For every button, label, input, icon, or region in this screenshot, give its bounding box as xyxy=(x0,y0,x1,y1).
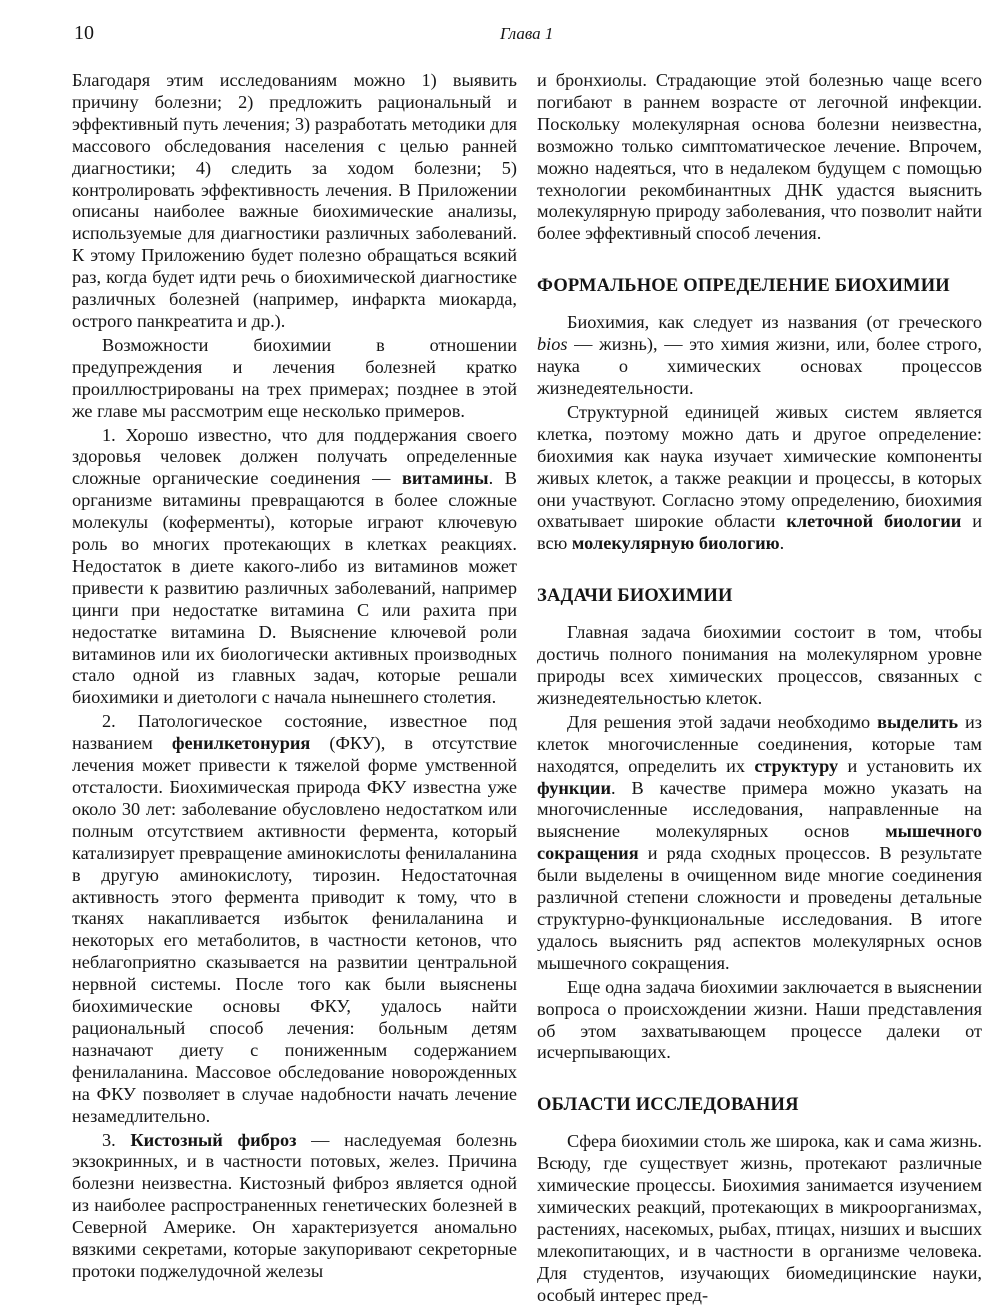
formal-def2-text-a: Структурной единицей живых систем является клетка, поэтому можно дать и другое определение: биохимия как наука изучает химические компоненты живых клеток, а также реакции и процессы, в которых они участвуют. Согласно этому определению, биохимия охватывает широкие области xyxy=(537,401,982,532)
term-vitamins: витамины xyxy=(402,468,489,489)
term-phenylketonuria: фенилкетонурия xyxy=(171,733,311,754)
term-molecular-biology: молекулярную биологию xyxy=(571,533,780,554)
continued-paragraph: и бронхиолы. Страдающие этой болезнью чаще всего погибают в раннем возрасте от легочной инфекции. Поскольку молекулярная основа болезни неизвестна, возможно только симптоматическое лечение. Впрочем, можно надеяться, что в недалеком будущем с помощью технологии рекомбинантных ДНК удастся выяснить молекулярную природу заболевания, что позволит найти более эффективный способ лечения. xyxy=(537,70,982,244)
right-column xyxy=(537,70,982,1307)
formal-def2-text-mid: и всю xyxy=(537,511,982,554)
section-heading-formal-definition: ФОРМАЛЬНОЕ ОПРЕДЕЛЕНИЕ БИОХИМИИ xyxy=(537,276,950,297)
formal-definition-paragraph-1 xyxy=(537,312,982,400)
tasks2-text-e: и ряда сходных процессов. В результате были выделены в очищенном виде многие соединения различной степени сложности и проведены детальные структурно-функциональные исследования. В итоге удалось выяснить ряд аспектов молекулярных основ мышечного сокращения. xyxy=(537,843,982,973)
tasks2-text-c: и установить их xyxy=(838,755,982,776)
term-cell-biology: клеточной биологии xyxy=(786,511,962,532)
term-functions: функции xyxy=(537,777,611,798)
intro-paragraph: Благодаря этим исследованиям можно 1) выявить причину болезни; 2) предложить рациональный и эффективный путь лечения; 3) разработать методики для массового обследования населения с целью ранней диагностики; 4) следить за ходом болезни; 5) контролировать эффективность лечения. В Приложении описаны наиболее важные биохимические анализы, используемые для диагностики различных заболеваний. К этому Приложению будет полезно обращаться всякий раз, когда будет идти речь о биохимической диагностике различных болезней (например, инфаркта миокарда, острого панкреатита и др.). xyxy=(72,70,517,331)
term-structure: структуру xyxy=(754,755,839,776)
term-isolate: выделить xyxy=(877,711,959,732)
term-cystic-fibrosis: Кистозный фиброз xyxy=(130,1129,297,1150)
example-pku-text-a: 2. Патологическое состояние, известное под названием xyxy=(72,711,517,754)
formal-def2-text-end: . xyxy=(779,533,785,554)
section-heading-research-fields: ОБЛАСТИ ИССЛЕДОВАНИЯ xyxy=(537,1095,799,1116)
formal-def-text-a: Биохимия, как следует из названия (от греческого xyxy=(567,312,982,333)
tasks-paragraph-3: Еще одна задача биохимии заключается в выяснении вопроса о происхождении жизни. Наши представления об этом захватывающем процессе далеки от исчерпывающих. xyxy=(537,976,982,1063)
page-number: 10 xyxy=(74,22,94,44)
example-vitamins-paragraph xyxy=(72,425,517,710)
section-heading-tasks: ЗАДАЧИ БИОХИМИИ xyxy=(537,586,733,607)
example-pku-paragraph xyxy=(72,711,517,1127)
example-cystic-fibrosis-paragraph xyxy=(72,1130,517,1283)
term-bios: bios xyxy=(537,334,568,355)
example-pku-text-b: (ФКУ), в отсутствие лечения может привести к тяжелой форме умственной отсталости. Биохимическая природа ФКУ известна уже около 30 лет: заболевание обусловлено недостатком или полным отсутствием активности фермента, который катализирует превращение аминокислоты фенилаланина в другую аминокислоту, тирозин. Недостаточная активность этого фермента приводит к тому, что в тканях накапливается избыток фенилаланина и некоторых его метаболитов, в частности кетонов, что неблагоприятно сказывается на развитии центральной нервной системы. После того как были выяснены биохимические основы ФКУ, удалось найти рациональный способ лечения: больным детям назначают диету с пониженным содержанием фенилаланина. Массовое обследование новорожденных на ФКУ позволяет в случае надобности начать лечение незамедлительно. xyxy=(72,733,517,1126)
formal-def-text-b: — жизнь), — это химия жизни, или, более строго, наука о химических основах процессов жизнедеятельности. xyxy=(537,334,982,398)
tasks2-text-a: Для решения этой задачи необходимо xyxy=(567,711,878,732)
page-header xyxy=(74,22,978,52)
example-cf-text-a: 3. xyxy=(102,1129,131,1150)
left-column xyxy=(72,70,517,1283)
example-cf-text-b: — наследуемая болезнь экзокринных, и в частности потовых, желез. Причина болезни неизвестна. Кистозный фиброз является одной из наиболее распространенных генетических болезней в Северной Америке. Он характеризуется аномально вязкими секретами, которые закупоривают секреторные протоки поджелудочной железы xyxy=(72,1129,518,1281)
research-fields-paragraph: Сфера биохимии столь же широка, как и сама жизнь. Всюду, где существует жизнь, протекают различные химические процессы. Биохимия занимается изучением химических реакций, протекающих в микроорганизмах, растениях, насекомых, рыбах, птицах, низших и высших млекопитающих, и в частности в организме человека. Для студентов, изучающих биомедицинские науки, особый интерес пред- xyxy=(537,1131,982,1305)
tasks2-text-b: из клеток многочисленные соединения, которые там находятся, определить их xyxy=(537,711,982,776)
tasks-paragraph-1: Главная задача биохимии состоит в том, чтобы достичь полного понимания на молекулярном уровне природы всех химических процессов, связанных с жизнедеятельностью клеток. xyxy=(537,622,982,708)
tasks2-text-d: . В качестве примера можно указать на многочисленные исследования, направленные на выяснение молекулярных основ xyxy=(537,777,982,842)
example-vitamins-text-b: . В организме витамины превращаются в более сложные молекулы (коферменты), которые играют ключевую роль во многих протекающих в клетках реакциях. Недостаток в диете какого-либо из витаминов может привести к развитию различных заболеваний, например цинги при недостатке витамина С или рахита при недостатке витамина D. Выяснение ключевой роли витаминов или их биологически активных производных стало одной из главных задач, которые решали биохимики и диетологи с начала нынешнего столетия. xyxy=(72,468,517,708)
examples-intro-paragraph: Возможности биохимии в отношении предупреждения и лечения болезней кратко проиллюстрированы на трех примерах; позднее в этой же главе мы рассмотрим еще несколько примеров. xyxy=(72,334,517,421)
tasks-paragraph-2 xyxy=(537,712,982,975)
formal-definition-paragraph-2 xyxy=(537,402,982,555)
term-muscle-contraction: мышечного сокращения xyxy=(537,821,982,864)
example-vitamins-text-a: 1. Хорошо известно, что для поддержания своего здоровья человек должен получать определенные сложные органические соединения — xyxy=(72,424,517,489)
chapter-title: Глава 1 xyxy=(500,24,554,43)
